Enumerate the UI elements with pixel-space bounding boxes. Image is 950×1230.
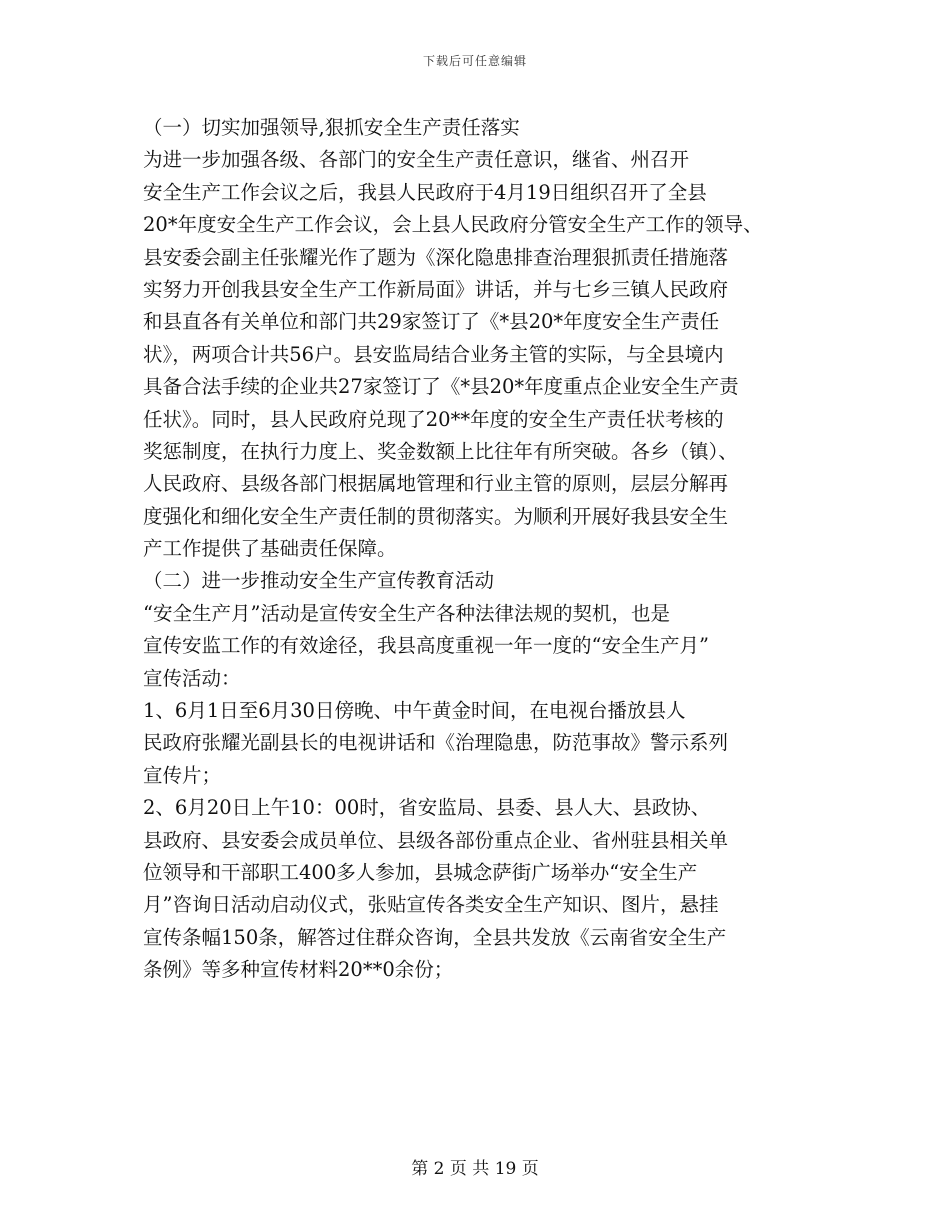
text-line: 度强化和细化安全生产责任制的贯彻落实。为顺利开展好我县安全生 bbox=[143, 504, 729, 528]
text-line: “安全生产月”活动是宣传安全生产各种法律法规的契机，也是 bbox=[143, 601, 670, 625]
text-line: 县安委会副主任张耀光作了题为《深化隐患排查治理狠抓责任措施落 bbox=[143, 245, 729, 269]
text-line: 位领导和干部职工400多人参加，县城念萨街广场举办“安全生产 bbox=[143, 860, 698, 884]
document-body bbox=[143, 112, 813, 987]
text-line: （二）进一步推动安全生产宣传教育活动 bbox=[143, 569, 495, 593]
text-line: 2、6月20日上午10：00时，省安监局、县委、县人大、县政协、 bbox=[143, 796, 711, 820]
text-line: 宣传活动： bbox=[143, 666, 241, 690]
text-line: 条例》等多种宣传材料20**0余份； bbox=[143, 958, 454, 982]
text-line: 为进一步加强各级、各部门的安全生产责任意识，继省、州召开 bbox=[143, 148, 690, 172]
text-line: 奖惩制度，在执行力度上、奖金数额上比往年有所突破。各乡（镇）、 bbox=[143, 439, 738, 463]
text-line: 宣传条幅150条，解答过住群众咨询，全县共发放《云南省安全生产 bbox=[143, 925, 727, 949]
text-line: 具备合法手续的企业共27家签订了《*县20*年度重点企业安全生产责 bbox=[143, 375, 739, 399]
text-line: 宣传片； bbox=[143, 763, 222, 787]
text-line: 和县直各有关单位和部门共29家签订了《*县20*年度安全生产责任 bbox=[143, 310, 720, 334]
text-line: 人民政府、县级各部门根据属地管理和行业主管的原则，层层分解再 bbox=[143, 472, 729, 496]
text-line: 任状》。同时，县人民政府兑现了20**年度的安全生产责任状考核的 bbox=[143, 407, 724, 431]
text-line: 月”咨询日活动启动仪式，张贴宣传各类安全生产知识、图片，悬挂 bbox=[143, 893, 719, 917]
text-line: 安全生产工作会议之后，我县人民政府于4月19日组织召开了全县 bbox=[143, 180, 707, 204]
text-line: 状》，两项合计共56户。县安监局结合业务主管的实际，与全县境内 bbox=[143, 342, 724, 366]
text-line: 民政府张耀光副县长的电视讲话和《治理隐患，防范事故》警示系列 bbox=[143, 731, 729, 755]
text-line: 产工作提供了基础责任保障。 bbox=[143, 537, 397, 561]
text-line: 县政府、县安委会成员单位、县级各部份重点企业、省州驻县相关单 bbox=[143, 828, 729, 852]
text-line: 20*年度安全生产工作会议，会上县人民政府分管安全生产工作的领导、 bbox=[143, 213, 763, 237]
text-line: 宣传安监工作的有效途径，我县高度重视一年一度的“安全生产月” bbox=[143, 634, 709, 658]
text-line: 实努力开创我县安全生产工作新局面》讲话，并与七乡三镇人民政府 bbox=[143, 277, 729, 301]
text-line: （一）切实加强领导,狠抓安全生产责任落实 bbox=[143, 116, 520, 139]
text-line: 1、6月1日至6月30日傍晚、中午黄金时间，在电视台播放县人 bbox=[143, 699, 686, 723]
page-footer: 第 2 页 共 19 页 bbox=[411, 1159, 539, 1179]
page-header: 下载后可任意编辑 bbox=[422, 54, 527, 68]
